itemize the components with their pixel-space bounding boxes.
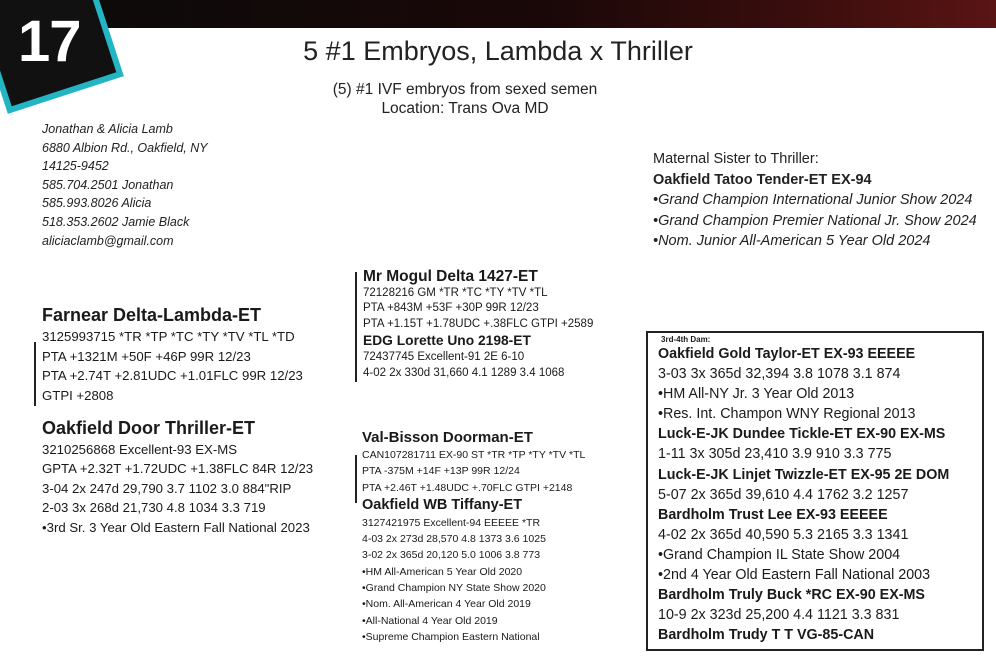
third-fourth-dam-list [658,344,949,645]
dam-dam-line: •HM All-American 5 Year Old 2020 [362,565,523,578]
consignor-contact [42,120,208,250]
contact-address: 6880 Albion Rd., Oakfield, NY [42,140,208,155]
pedigree-bracket [355,272,357,382]
maternal-sister-name: Oakfield Tatoo Tender-ET EX-94 [653,171,872,188]
sire-line: GTPI +2808 [42,387,114,403]
dam-sire-block [362,429,585,645]
sire-line: 3125993715 *TR *TP *TC *TY *TV *TL *TD [42,329,295,344]
subtitle-line: (5) #1 IVF embryos from sexed semen [332,81,598,98]
dam-dam-line: 3-02 2x 365d 20,120 5.0 1006 3.8 773 [362,549,541,562]
ancestor-record: 4-02 2x 365d 40,590 5.3 2165 3.3 1341 [658,526,909,543]
honor-line: •Grand Champion International Junior Show 2024 [653,192,973,209]
ancestor-name: Bardholm Trudy T T VG-85-CAN [658,627,875,644]
dam-dam-line: 4-03 2x 273d 28,570 4.8 1373 3.6 1025 [362,533,546,546]
dam-line: GPTA +2.32T +1.72UDC +1.38FLC 84R 12/23 [42,461,314,477]
sire-sire-line: PTA +1.15T +1.78UDC +.38FLC GTPI +2589 [363,317,594,330]
header-bar [0,0,996,28]
sire-line: PTA +1321M +50F +46P 99R 12/23 [42,348,251,364]
contact-zip: 14125-9452 [42,159,109,174]
sire-block [42,303,303,405]
sire-sire-line: 72128216 GM *TR *TC *TY *TV *TL [363,287,548,299]
sire-line: PTA +2.74T +2.81UDC +1.01FLC 99R 12/23 [42,368,303,384]
dam-sire-line: PTA +2.46T +1.48UDC +.70FLC GTPI +2148 [362,481,573,494]
subtitle [0,80,930,118]
ancestor-record: 5-07 2x 365d 39,610 4.4 1762 3.2 1257 [658,486,909,503]
sire-dam-line: 72437745 Excellent-91 2E 6-10 [363,351,525,364]
third-fourth-dam-label: 3rd-4th Dam: [661,335,711,344]
contact-name: Jonathan & Alicia Lamb [42,122,173,136]
maternal-sister-block [653,149,977,252]
dam-dam-name: Oakfield WB Tiffany-ET [362,496,523,513]
dam-dam-line: •Grand Champion NY State Show 2020 [362,582,546,595]
ancestor-name: Luck-E-JK Dundee Tickle-ET EX-90 EX-MS [658,426,946,443]
dam-line: •3rd Sr. 3 Year Old Eastern Fall National 2023 [42,519,310,535]
ancestor-record: 10-9 2x 323d 25,200 4.4 1121 3.3 831 [658,607,900,624]
ancestor-name: Luck-E-JK Linjet Twizzle-ET EX-95 2E DOM [658,466,950,483]
sire-name: Farnear Delta-Lambda-ET [42,305,262,325]
sire-sire-name: Mr Mogul Delta 1427-ET [363,268,538,285]
honor-line: •Nom. Junior All-American 5 Year Old 2024 [653,233,931,250]
ancestor-record: •2nd 4 Year Old Eastern Fall National 2003 [658,567,931,584]
dam-sire-line: CAN107281711 EX-90 ST *TR *TP *TY *TV *TL [362,449,586,461]
contact-email: aliciaclamb@gmail.com [42,233,174,248]
contact-phone: 585.993.8026 Alicia [42,196,152,211]
dam-dam-line: •Supreme Champion Eastern National [362,630,540,643]
sire-dam-name: EDG Lorette Uno 2198-ET [363,333,531,349]
contact-phone: 518.353.2602 Jamie Black [42,214,190,229]
dam-sire-line: PTA -375M +14F +13P 99R 12/24 [362,465,520,478]
dam-line: 3-04 2x 247d 29,790 3.7 1102 3.0 884"RIP [42,480,292,496]
dam-block [42,416,313,537]
sire-sire-block [363,267,593,381]
lot-number: 17 [18,9,81,74]
dam-dam-line: •All-National 4 Year Old 2019 [362,614,498,627]
dam-name: Oakfield Door Thriller-ET [42,418,256,438]
ancestor-name: Oakfield Gold Taylor-ET EX-93 EEEEE [658,346,916,362]
maternal-sister-heading: Maternal Sister to Thriller: [653,151,819,167]
dam-line: 2-03 3x 268d 21,730 4.8 1034 3.3 719 [42,500,266,516]
dam-dam-line: •Nom. All-American 4 Year Old 2019 [362,598,531,611]
honor-line: •Grand Champion Premier National Jr. Show 2024 [653,212,977,229]
dam-line: 3210256868 Excellent-93 EX-MS [42,442,238,457]
dam-sire-name: Val-Bisson Doorman-ET [362,429,533,446]
sire-sire-line: PTA +843M +53F +30P 99R 12/23 [363,302,539,315]
ancestor-record: 3-03 3x 365d 32,394 3.8 1078 3.1 874 [658,366,901,383]
sire-dam-line: 4-02 2x 330d 31,660 4.1 1289 3.4 1068 [363,366,565,379]
ancestor-name: Bardholm Trust Lee EX-93 EEEEE [658,506,888,523]
ancestor-record: •HM All-NY Jr. 3 Year Old 2013 [658,386,855,403]
ancestor-record: •Grand Champion IL State Show 2004 [658,546,901,563]
subtitle-line: Location: Trans Ova MD [381,100,549,117]
pedigree-bracket [355,455,357,503]
contact-phone: 585.704.2501 Jonathan [42,177,174,192]
ancestor-record: •Res. Int. Champon WNY Regional 2013 [658,406,916,423]
ancestor-name: Bardholm Truly Buck *RC EX-90 EX-MS [658,587,925,604]
dam-dam-line: 3127421975 Excellent-94 EEEEE *TR [362,516,541,529]
pedigree-bracket [34,342,36,406]
page-title: 5 #1 Embryos, Lambda x Thriller [303,36,693,66]
ancestor-record: 1-11 3x 305d 23,410 3.9 910 3.3 775 [658,446,892,463]
